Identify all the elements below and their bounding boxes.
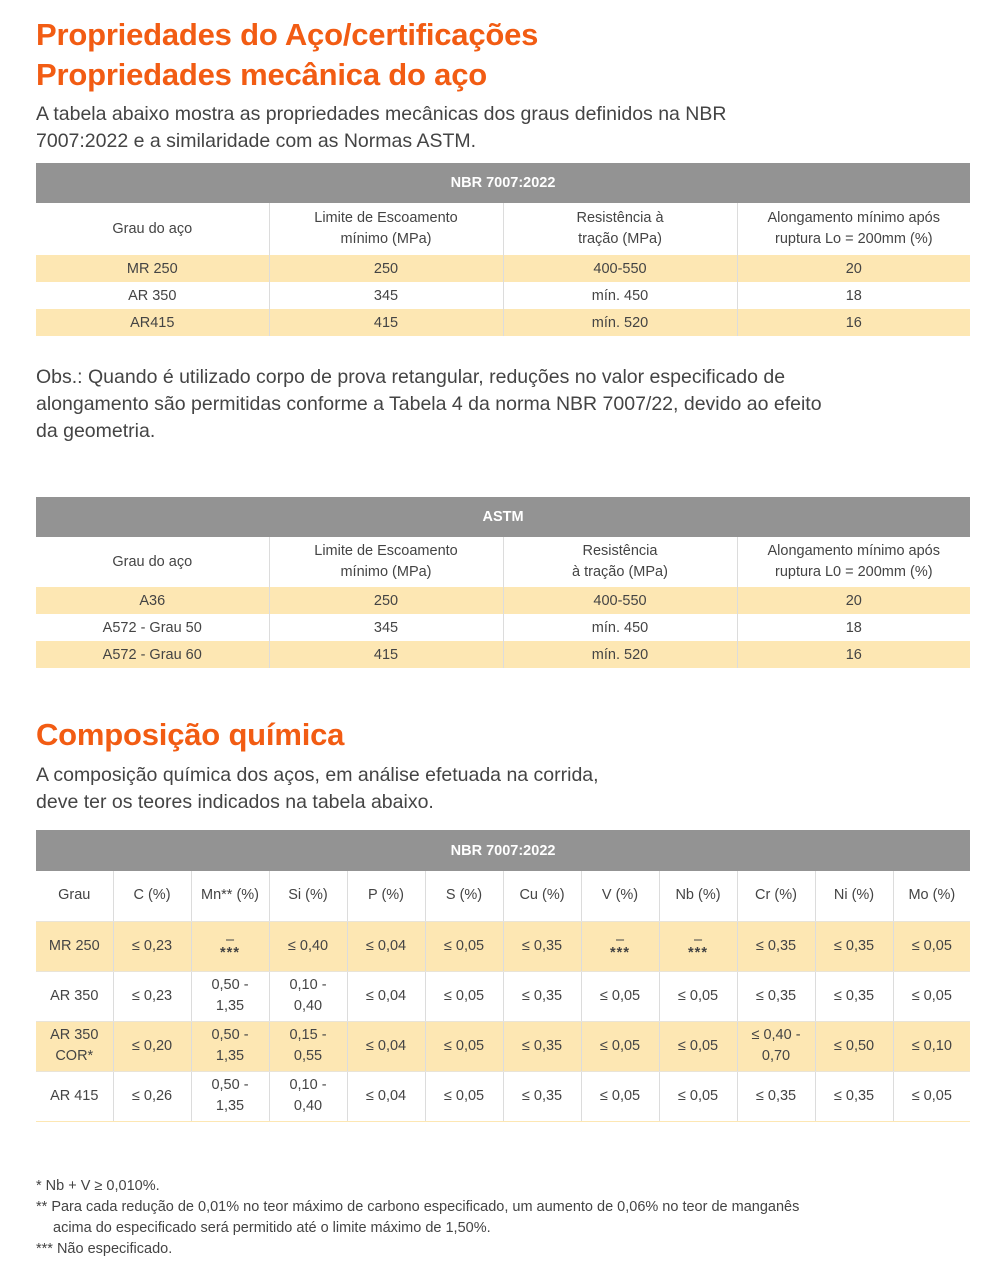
table-cell: 415 — [269, 641, 503, 668]
obs-line: Obs.: Quando é utilizado corpo de prova retangular, reduções no valor especificado de — [36, 366, 786, 388]
table-header-row — [36, 203, 970, 255]
table-cell: 18 — [737, 282, 970, 309]
table-cell: 345 — [269, 614, 503, 641]
table-cell: 16 — [737, 641, 970, 668]
table-cell: ≤ 0,40 — [269, 921, 347, 971]
observation-paragraph — [36, 364, 822, 445]
intro-paragraph-chemical — [36, 762, 599, 816]
table-cell: ≤ 0,05 — [581, 1071, 659, 1121]
table-cell: ≤ 0,05 — [893, 1071, 970, 1121]
column-header: Grau do aço — [112, 553, 193, 570]
table-cell: ≤ 0,04 — [347, 1021, 425, 1071]
table-cell: mín. 450 — [503, 282, 737, 309]
nbr-mechanical-table — [36, 163, 970, 336]
table-cell: mín. 520 — [503, 309, 737, 336]
table-cell: ≤ 0,05 — [425, 1071, 503, 1121]
table-cell: 20 — [737, 255, 970, 282]
table-cell: mín. 520 — [503, 641, 737, 668]
table-cell: ≤ 0,35 — [815, 1071, 893, 1121]
table-row — [36, 1021, 970, 1071]
table-cell: AR 415 — [36, 1071, 113, 1121]
table-cell: ≤ 0,23 — [113, 971, 191, 1021]
column-header: Mn** (%) — [191, 871, 269, 921]
intro-line: A tabela abaixo mostra as propriedades mecânicas dos graus definidos na NBR — [36, 103, 727, 125]
table-cell: AR415 — [36, 309, 269, 336]
column-header: P (%) — [347, 871, 425, 921]
table-cell: ≤ 0,05 — [581, 1021, 659, 1071]
table-cell: 250 — [269, 255, 503, 282]
column-header: Resistência à tração (MPa) — [503, 203, 737, 255]
table-cell: ≤ 0,04 — [347, 921, 425, 971]
table-cell: 400-550 — [503, 587, 737, 614]
table-cell: MR 250 — [36, 255, 269, 282]
table-title: ASTM — [36, 497, 970, 537]
table-row — [36, 641, 970, 668]
table-cell: ≤ 0,40 - 0,70 — [737, 1021, 815, 1071]
table-cell: AR 350 COR* — [36, 1021, 113, 1071]
table-cell: ≤ 0,05 — [659, 971, 737, 1021]
table-header-row — [36, 537, 970, 587]
astm-mechanical-table — [36, 497, 970, 668]
table-cell: mín. 450 — [503, 614, 737, 641]
column-header: Si (%) — [269, 871, 347, 921]
table-cell: ≤ 0,35 — [503, 1071, 581, 1121]
table-row — [36, 921, 970, 971]
footnote: acima do especificado será permitido até o limite máximo de 1,50%. — [53, 1220, 491, 1236]
footnote: * Nb + V ≥ 0,010%. — [36, 1178, 160, 1194]
footnote: *** Não especificado. — [36, 1241, 173, 1257]
table-cell: ≤ 0,20 — [113, 1021, 191, 1071]
column-header: Mo (%) — [893, 871, 970, 921]
table-cell: ≤ 0,26 — [113, 1071, 191, 1121]
table-cell: ≤ 0,05 — [893, 921, 970, 971]
column-header: V (%) — [581, 871, 659, 921]
table-cell: ≤ 0,05 — [581, 971, 659, 1021]
table-cell: 250 — [269, 587, 503, 614]
table-cell: 20 — [737, 587, 970, 614]
table-cell: ≤ 0,04 — [347, 971, 425, 1021]
table-cell: ≤ 0,23 — [113, 921, 191, 971]
table-row — [36, 1071, 970, 1121]
table-cell: 345 — [269, 282, 503, 309]
section-title-steel-properties: Propriedades do Aço/certificações — [36, 17, 539, 52]
table-cell: ≤ 0,35 — [737, 1071, 815, 1121]
intro-line: A composição química dos aços, em análise efetuada na corrida, — [36, 764, 599, 786]
table-title: NBR 7007:2022 — [36, 830, 970, 871]
table-row — [36, 614, 970, 641]
column-header: Resistência à tração (MPa) — [503, 537, 737, 587]
chemical-composition-table — [36, 830, 970, 1122]
table-cell: ≤ 0,35 — [503, 971, 581, 1021]
intro-line: 7007:2022 e a similaridade com as Normas ASTM. — [36, 130, 477, 152]
table-cell: ≤ 0,05 — [893, 971, 970, 1021]
column-header: Limite de Escoamento mínimo (MPa) — [269, 537, 503, 587]
table-cell: 0,50 - 1,35 — [191, 1021, 269, 1071]
table-cell: ≤ 0,05 — [425, 971, 503, 1021]
section-title-mechanical-properties: Propriedades mecânica do aço — [36, 57, 487, 92]
obs-line: da geometria. — [36, 420, 156, 442]
column-header: C (%) — [113, 871, 191, 921]
table-cell: – *** — [659, 921, 737, 971]
column-header: Alongamento mínimo após ruptura Lo = 200mm (%) — [737, 203, 970, 255]
table-cell: A36 — [36, 587, 269, 614]
footnote: ** Para cada redução de 0,01% no teor máximo de carbono especificado, um aumento de 0,06% no teor de manganês — [36, 1199, 800, 1215]
table-row — [36, 587, 970, 614]
table-cell: ≤ 0,04 — [347, 1071, 425, 1121]
table-cell: AR 350 — [36, 971, 113, 1021]
column-header: Alongamento mínimo após ruptura L0 = 200mm (%) — [737, 537, 970, 587]
column-header: Ni (%) — [815, 871, 893, 921]
table-cell: ≤ 0,05 — [659, 1021, 737, 1071]
table-cell: 0,15 - 0,55 — [269, 1021, 347, 1071]
table-row — [36, 282, 970, 309]
table-cell: A572 - Grau 60 — [36, 641, 269, 668]
column-header: Limite de Escoamento mínimo (MPa) — [269, 203, 503, 255]
table-cell: A572 - Grau 50 — [36, 614, 269, 641]
table-row — [36, 309, 970, 336]
table-cell: 0,10 - 0,40 — [269, 971, 347, 1021]
table-cell: ≤ 0,05 — [425, 1021, 503, 1071]
table-cell: ≤ 0,50 — [815, 1021, 893, 1071]
section-title-chemical-composition: Composição química — [36, 717, 345, 752]
table-cell: ≤ 0,10 — [893, 1021, 970, 1071]
table-cell: – *** — [191, 921, 269, 971]
table-cell: ≤ 0,35 — [503, 1021, 581, 1071]
table-cell: 415 — [269, 309, 503, 336]
table-title: NBR 7007:2022 — [36, 163, 970, 203]
table-cell: ≤ 0,35 — [815, 971, 893, 1021]
column-header: S (%) — [425, 871, 503, 921]
obs-line: alongamento são permitidas conforme a Tabela 4 da norma NBR 7007/22, devido ao efeito — [36, 393, 822, 415]
table-cell: ≤ 0,05 — [425, 921, 503, 971]
table-cell: 400-550 — [503, 255, 737, 282]
table-header-row — [36, 871, 970, 921]
footnotes — [36, 1176, 799, 1260]
table-cell: 0,10 - 0,40 — [269, 1071, 347, 1121]
table-row — [36, 971, 970, 1021]
table-cell: 16 — [737, 309, 970, 336]
intro-line: deve ter os teores indicados na tabela abaixo. — [36, 791, 434, 813]
column-header: Nb (%) — [659, 871, 737, 921]
table-cell: 18 — [737, 614, 970, 641]
column-header: Grau do aço — [112, 220, 193, 237]
table-cell: 0,50 - 1,35 — [191, 971, 269, 1021]
table-cell: AR 350 — [36, 282, 269, 309]
table-cell: ≤ 0,05 — [659, 1071, 737, 1121]
table-cell: 0,50 - 1,35 — [191, 1071, 269, 1121]
table-cell: MR 250 — [36, 921, 113, 971]
column-header: Cu (%) — [503, 871, 581, 921]
column-header: Grau — [36, 871, 113, 921]
intro-paragraph-mechanical — [36, 101, 726, 155]
table-cell: ≤ 0,35 — [737, 971, 815, 1021]
table-cell: – *** — [581, 921, 659, 971]
table-cell: ≤ 0,35 — [503, 921, 581, 971]
table-cell: ≤ 0,35 — [815, 921, 893, 971]
table-row — [36, 255, 970, 282]
table-cell: ≤ 0,35 — [737, 921, 815, 971]
column-header: Cr (%) — [737, 871, 815, 921]
